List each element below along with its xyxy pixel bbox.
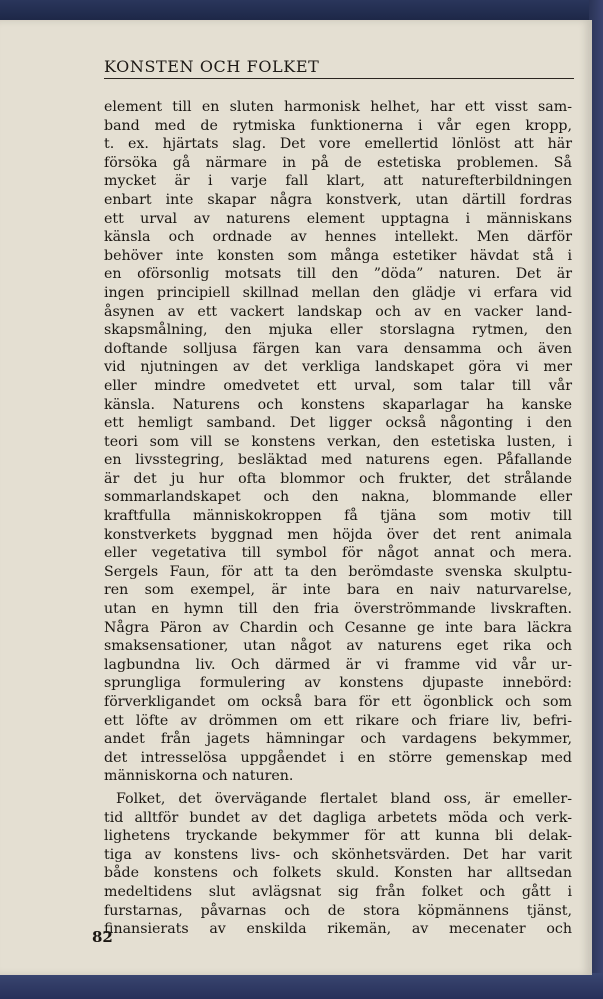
chapter-title: KONSTEN OCH FOLKET	[104, 57, 320, 76]
text-line: skapsmålning, den mjuka eller storslagna rytmen, den	[104, 322, 572, 339]
text-line: lighetens tryckande bekymmer för att kunna bli delak-	[104, 828, 572, 845]
text-line: tid alltför bundet av det dagliga arbetets möda och verk-	[104, 809, 572, 826]
paragraph	[104, 790, 572, 939]
text-line: sprungliga formulering av konstens djupaste innebörd:	[104, 675, 572, 692]
text-line: medeltidens slut avlägsnat sig från folket och gått i	[104, 883, 572, 900]
text-line: ingen principiell skillnad mellan den glädje vi erfara vid	[104, 284, 572, 301]
text-line: Några Päron av Chardin och Cesanne ge inte bara läckra	[104, 619, 572, 636]
body-text	[104, 98, 572, 939]
page-number: 82	[92, 928, 113, 946]
text-line: doftande solljusa färgen kan vara densamma och även	[104, 340, 572, 357]
text-line: det intresselösa uppgåendet i en större gemenskap med	[104, 749, 572, 766]
text-line: andet från jagets hämningar och vardagens bekymmer,	[104, 731, 572, 748]
text-line: eller mindre omedvetet ett urval, som talar till vår	[104, 377, 572, 394]
text-line: åsynen av ett vackert landskap och av en vacker land-	[104, 303, 572, 320]
text-line: Folket, det övervägande flertalet bland oss, är emeller-	[116, 790, 572, 807]
text-line: element till en sluten harmonisk helhet, har ett visst sam-	[104, 99, 572, 115]
text-line: vid njutningen av det verkliga landskapet göra vi mer	[104, 359, 572, 376]
text-line: tiga av konstens livs- och skönhetsvärden. Det har varit	[104, 846, 572, 863]
text-line: behöver inte konsten som många estetiker hävdat stå i	[104, 247, 572, 264]
text-line: finansierats av enskilda rikemän, av mecenater och	[104, 921, 572, 938]
text-line: enbart inte skapar några konstverk, utan därtill fordras	[104, 191, 572, 208]
paragraph	[104, 98, 572, 786]
text-line: kraftfulla människokroppen få tjäna som motiv till	[104, 508, 572, 525]
text-line: försöka gå närmare in på de estetiska problemen. Så	[104, 154, 572, 171]
text-line: förverkligandet om också bara för ett ögonblick och som	[104, 694, 572, 710]
text-line: ett hemligt samband. Det ligger också någonting i den	[104, 415, 572, 432]
text-line: mycket är i varje fall klart, att naturefterbildningen	[104, 173, 572, 190]
text-line: människorna och naturen.	[104, 768, 294, 785]
text-line: både konstens och folkets skuld. Konsten har alltsedan	[104, 865, 572, 882]
text-line: eller vegetativa till symbol för något annat och mera.	[104, 545, 572, 562]
text-line: känsla och ordnade av hennes intellekt. Men därför	[104, 229, 572, 246]
text-line: teori som vill se konstens verkan, den estetiska lusten, i	[104, 433, 572, 450]
text-line: en oförsonlig motsats till den ”döda” naturen. Det är	[104, 266, 572, 283]
text-line: utan en hymn till den fria överströmmande livskraften.	[104, 601, 572, 618]
text-line: ett urval av naturens element upptagna i människans	[104, 210, 572, 227]
text-line: ren som exempel, är inte bara en naiv naturvarelse,	[104, 582, 572, 599]
text-line: lagbundna liv. Och därmed är vi framme vid vår ur-	[104, 656, 572, 673]
text-line: konstverkets byggnad men höjda över det rent animala	[104, 526, 572, 543]
text-line: smaksensationer, utan något av naturens eget rika och	[104, 638, 572, 655]
text-line: ett löfte av drömmen om ett rikare och friare liv, befri-	[104, 712, 572, 729]
book-cover-bottom-edge	[0, 973, 603, 999]
text-line: en livsstegring, besläktad med naturens egen. Påfallande	[104, 452, 572, 469]
text-line: furstarnas, påvarnas och de stora köpmännens tjänst,	[104, 902, 572, 919]
text-line: t. ex. hjärtats slag. Det vore emellertid lönlöst att här	[104, 136, 572, 153]
text-line: sommarlandskapet och den nakna, blommande eller	[104, 489, 572, 506]
text-line: känsla. Naturens och konstens skaparlagar ha kanske	[104, 396, 572, 413]
book-cover-top-edge	[0, 0, 603, 22]
text-line: Sergels Faun, för att ta den berömdaste svenska skulptu-	[104, 563, 572, 580]
text-line: är det ju hur ofta blommor och frukter, det strålande	[104, 470, 572, 487]
running-header	[104, 57, 574, 79]
text-line: band med de rytmiska funktionerna i vår egen kropp,	[104, 117, 572, 134]
